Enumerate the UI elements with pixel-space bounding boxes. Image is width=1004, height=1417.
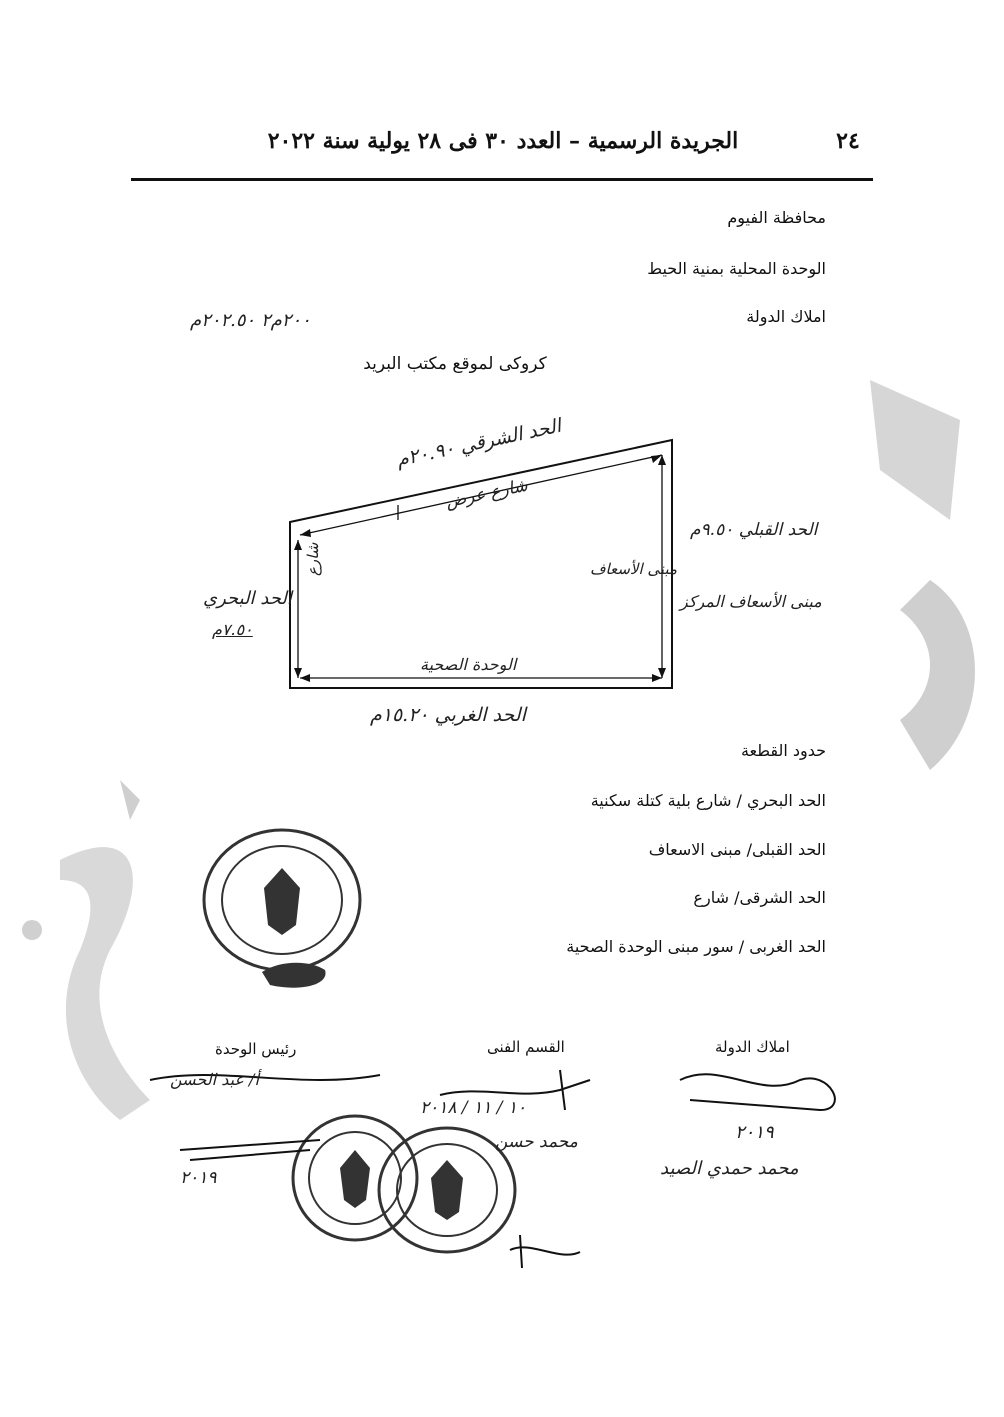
- sketch-south-inner: الوحدة الصحية: [420, 655, 517, 674]
- boundary-east: الحد الشرقى/ شارع: [693, 888, 826, 907]
- sketch-west-label: الحد البحري: [203, 588, 292, 609]
- sketch-west-length: ٧.٥٠م: [212, 620, 253, 639]
- governorate-label: محافظة الفيوم: [727, 208, 826, 227]
- sketch-east-building-1: مبنى الأسعاف: [590, 560, 678, 578]
- signature-unit-head-date: ٢٠١٩: [180, 1168, 217, 1188]
- signature-title-technical: القسم الفنى: [487, 1038, 565, 1056]
- sketch-south-label: الحد الغربي ١٥.٢٠م: [370, 704, 526, 726]
- page-number: ٢٤: [836, 128, 860, 154]
- sketch-north-label: الحد الشرقي ٢٠.٩٠م: [394, 414, 563, 472]
- sketch-title: كروكى لموقع مكتب البريد: [363, 354, 547, 374]
- signature-technical-name: محمد حسن: [495, 1132, 578, 1152]
- boundaries-heading: حدود القطعة: [740, 741, 826, 760]
- signature-technical-date: ١٠ / ١١ / ٢٠١٨: [420, 1098, 527, 1118]
- department-label: املاك الدولة: [746, 307, 826, 326]
- local-unit-label: الوحدة المحلية بمنية الحيط: [647, 259, 826, 278]
- gazette-title: الجريدة الرسمية – العدد ٣٠ فى ٢٨ يولية سنة ٢٠٢٢: [267, 128, 739, 154]
- boundary-north: الحد البحري / شارع بلية كتلة سكنية: [590, 791, 826, 810]
- boundary-west: الحد الغربى / سور مبنى الوحدة الصحية: [566, 937, 826, 956]
- sketch-east-building-2: مبنى الأسعاف المركز: [680, 592, 822, 611]
- signature-title-state-property: املاك الدولة: [715, 1038, 790, 1056]
- signature-state-property-name: محمد حمدي الصيد: [660, 1158, 799, 1179]
- sketch-north-street: شارع عرض: [443, 475, 530, 513]
- signature-unit-head-name: أ/ عبد الحسن: [170, 1070, 259, 1089]
- signature-state-property-date: ٢٠١٩: [735, 1122, 774, 1143]
- boundary-south: الحد القبلى/ مبنى الاسعاف: [648, 840, 826, 859]
- signature-title-unit-head: رئيس الوحدة: [215, 1040, 297, 1058]
- sketch-east-label: الحد القبلي ٩.٥٠م: [690, 520, 818, 540]
- sketch-west-street: شارع: [304, 542, 322, 576]
- handwritten-area-note: ٢٠٠م٢ ٢٠٢.٥٠م: [190, 310, 311, 331]
